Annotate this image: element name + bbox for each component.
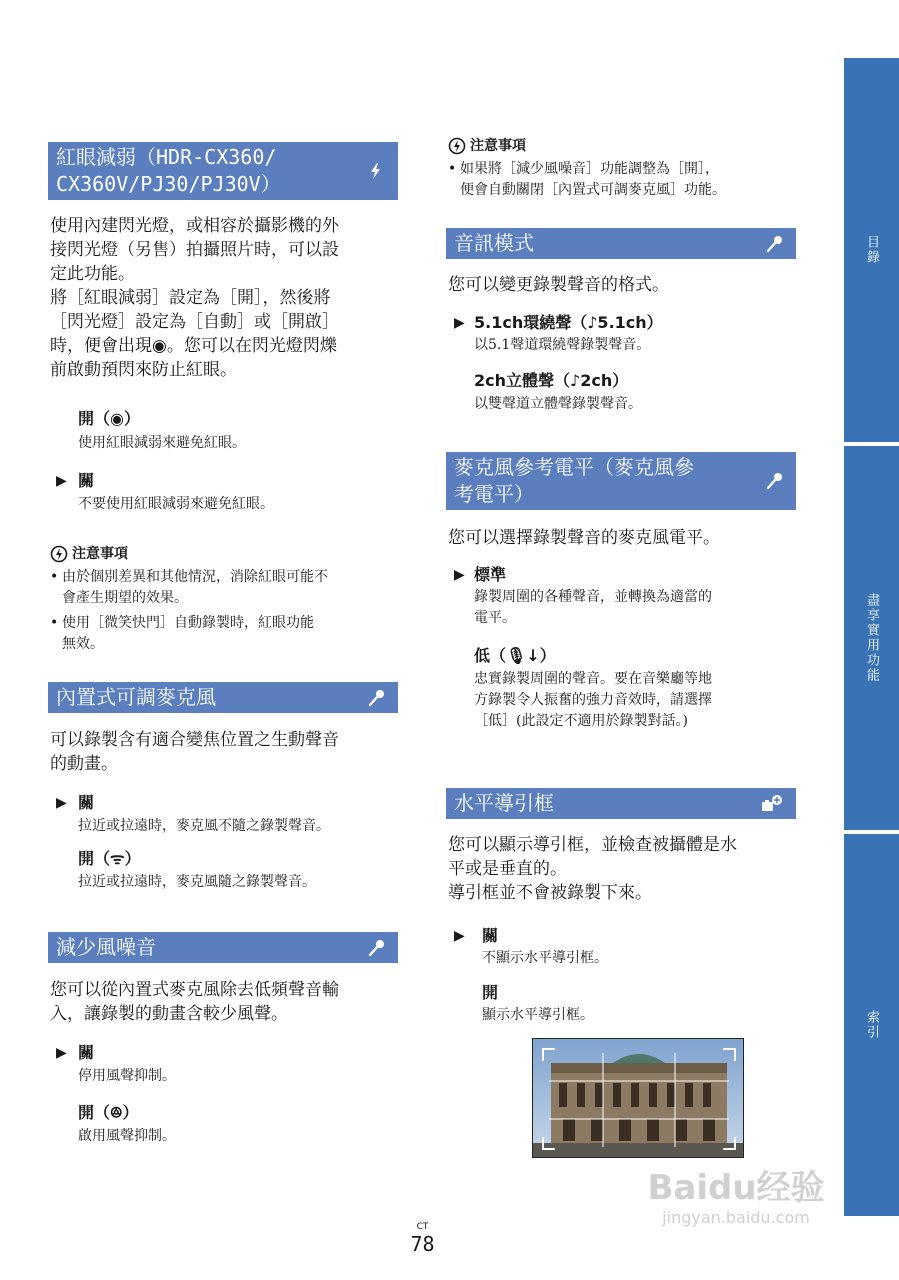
- section-header-red-eye: 紅眼減弱（HDR-CX360/ CX360V/PJ30/PJ30V）: [48, 142, 398, 200]
- guide-frame-sample-photo: [532, 1038, 744, 1158]
- selected-marker-icon: ▶: [454, 567, 465, 583]
- note-header: 注意事項: [448, 136, 526, 156]
- note-item: • 使用［微笑快門］自動錄製時，紅眼功能 無效。: [50, 613, 400, 655]
- microphone-icon: [764, 234, 784, 254]
- microphone-icon: [366, 938, 386, 958]
- option-description: 顯示水平導引框。: [482, 1007, 594, 1023]
- note-item: • 如果將［減少風噪音］功能調整為［開］， 便會自動關閉［內置式可調麥克風］功能。: [448, 159, 798, 201]
- section-header-mic-level: 麥克風參考電平（麥克風參 考電平）: [446, 452, 796, 510]
- selected-marker-icon: ▶: [56, 795, 67, 811]
- option-description: 錄製周圍的各種聲音，並轉換為適當的 電平。: [474, 589, 712, 626]
- note-header: 注意事項: [50, 544, 128, 564]
- section-body-mic-level: 您可以選擇錄製聲音的麥克風電平。: [448, 528, 720, 548]
- section-body-guide-frame: 您可以顯示導引框，並檢查被攝體是水 平或是垂直的。 導引框並不會被錄製下來。: [448, 835, 737, 903]
- section-body-red-eye: 使用內建閃光燈，或相容於攝影機的外 接閃光燈（另售）拍攝照片時，可以設 定此功能。 將［紅眼減弱］設定為［開］，然後將 ［閃光燈］設定為［自動］或［開啟］ 時，便會出現◉。您可以在閃光燈閃爍 前啟動預閃來防止紅眼。: [50, 216, 339, 380]
- option-title: 低（🎙↓）: [474, 646, 556, 665]
- option-description: 使用紅眼減弱來避免紅眼。: [78, 435, 246, 451]
- option-title: 標準: [474, 565, 507, 584]
- option-description: 停用風聲抑制。: [78, 1068, 176, 1084]
- option-title: 開: [482, 983, 499, 1002]
- section-header-zoom-mic: 內置式可調麥克風: [48, 682, 398, 713]
- section-body-zoom-mic: 可以錄製含有適合變焦位置之生動聲音 的動畫。: [50, 730, 339, 774]
- option-title: 開（◉）: [78, 409, 140, 428]
- option-description: 拉近或拉遠時，麥克風不隨之錄製聲音。: [78, 818, 330, 834]
- option-description: 以雙聲道立體聲錄製聲音。: [474, 396, 642, 412]
- caution-icon: [448, 137, 466, 155]
- microphone-icon: [366, 688, 386, 708]
- option-description: 忠實錄製周圍的聲音。要在音樂廳等地 方錄製令人振奮的強力音效時，請選擇 ［低］(此設定不適用於錄製對話。): [474, 671, 712, 729]
- section-header-wind-noise: 減少風噪音: [48, 932, 398, 963]
- option-title: 關: [78, 793, 95, 812]
- microphone-icon: [764, 471, 784, 491]
- selected-marker-icon: ▶: [454, 928, 465, 944]
- page-number: 78: [410, 1232, 435, 1256]
- option-title: 開（ᯤ）: [78, 849, 141, 868]
- camera-plus-icon: [760, 794, 784, 814]
- option-description: 不顯示水平導引框。: [482, 950, 608, 966]
- page-locale: CT: [416, 1222, 429, 1232]
- option-title: 關: [482, 926, 499, 945]
- option-description: 以5.1聲道環繞聲錄製聲音。: [474, 337, 651, 353]
- option-title: 開（ꔮ）: [78, 1103, 139, 1122]
- option-description: 啟用風聲抑制。: [78, 1128, 176, 1144]
- opera-house-illustration: [533, 1039, 744, 1158]
- option-title: 關: [78, 1043, 95, 1062]
- option-title: 關: [78, 471, 95, 490]
- section-body-audio-mode: 您可以變更錄製聲音的格式。: [448, 275, 669, 295]
- option-description: 拉近或拉遠時，麥克風隨之錄製聲音。: [78, 874, 316, 890]
- selected-marker-icon: ▶: [56, 473, 67, 489]
- caution-icon: [50, 545, 68, 563]
- section-header-audio-mode: 音訊模式: [446, 228, 796, 259]
- flash-icon: [366, 161, 386, 181]
- option-description: 不要使用紅眼減弱來避免紅眼。: [78, 496, 274, 512]
- tab-index[interactable]: 索引: [844, 834, 899, 1216]
- selected-marker-icon: ▶: [454, 315, 465, 331]
- section-body-wind-noise: 您可以從內置式麥克風除去低頻聲音輸 入，讓錄製的動畫含較少風聲。: [50, 980, 339, 1024]
- watermark: Baidu经验 jingyan.baidu.com: [647, 1168, 825, 1227]
- section-header-guide-frame: 水平導引框: [446, 788, 796, 819]
- tab-table-of-contents[interactable]: 目錄: [844, 58, 899, 442]
- option-title: 5.1ch環繞聲（♪5.1ch）: [474, 313, 663, 332]
- selected-marker-icon: ▶: [56, 1045, 67, 1061]
- tab-useful-functions[interactable]: 盡享實用功能: [844, 446, 899, 830]
- note-item: • 由於個別差異和其他情況，消除紅眼可能不 會產生期望的效果。: [50, 567, 400, 609]
- option-title: 2ch立體聲（♪2ch）: [474, 371, 629, 390]
